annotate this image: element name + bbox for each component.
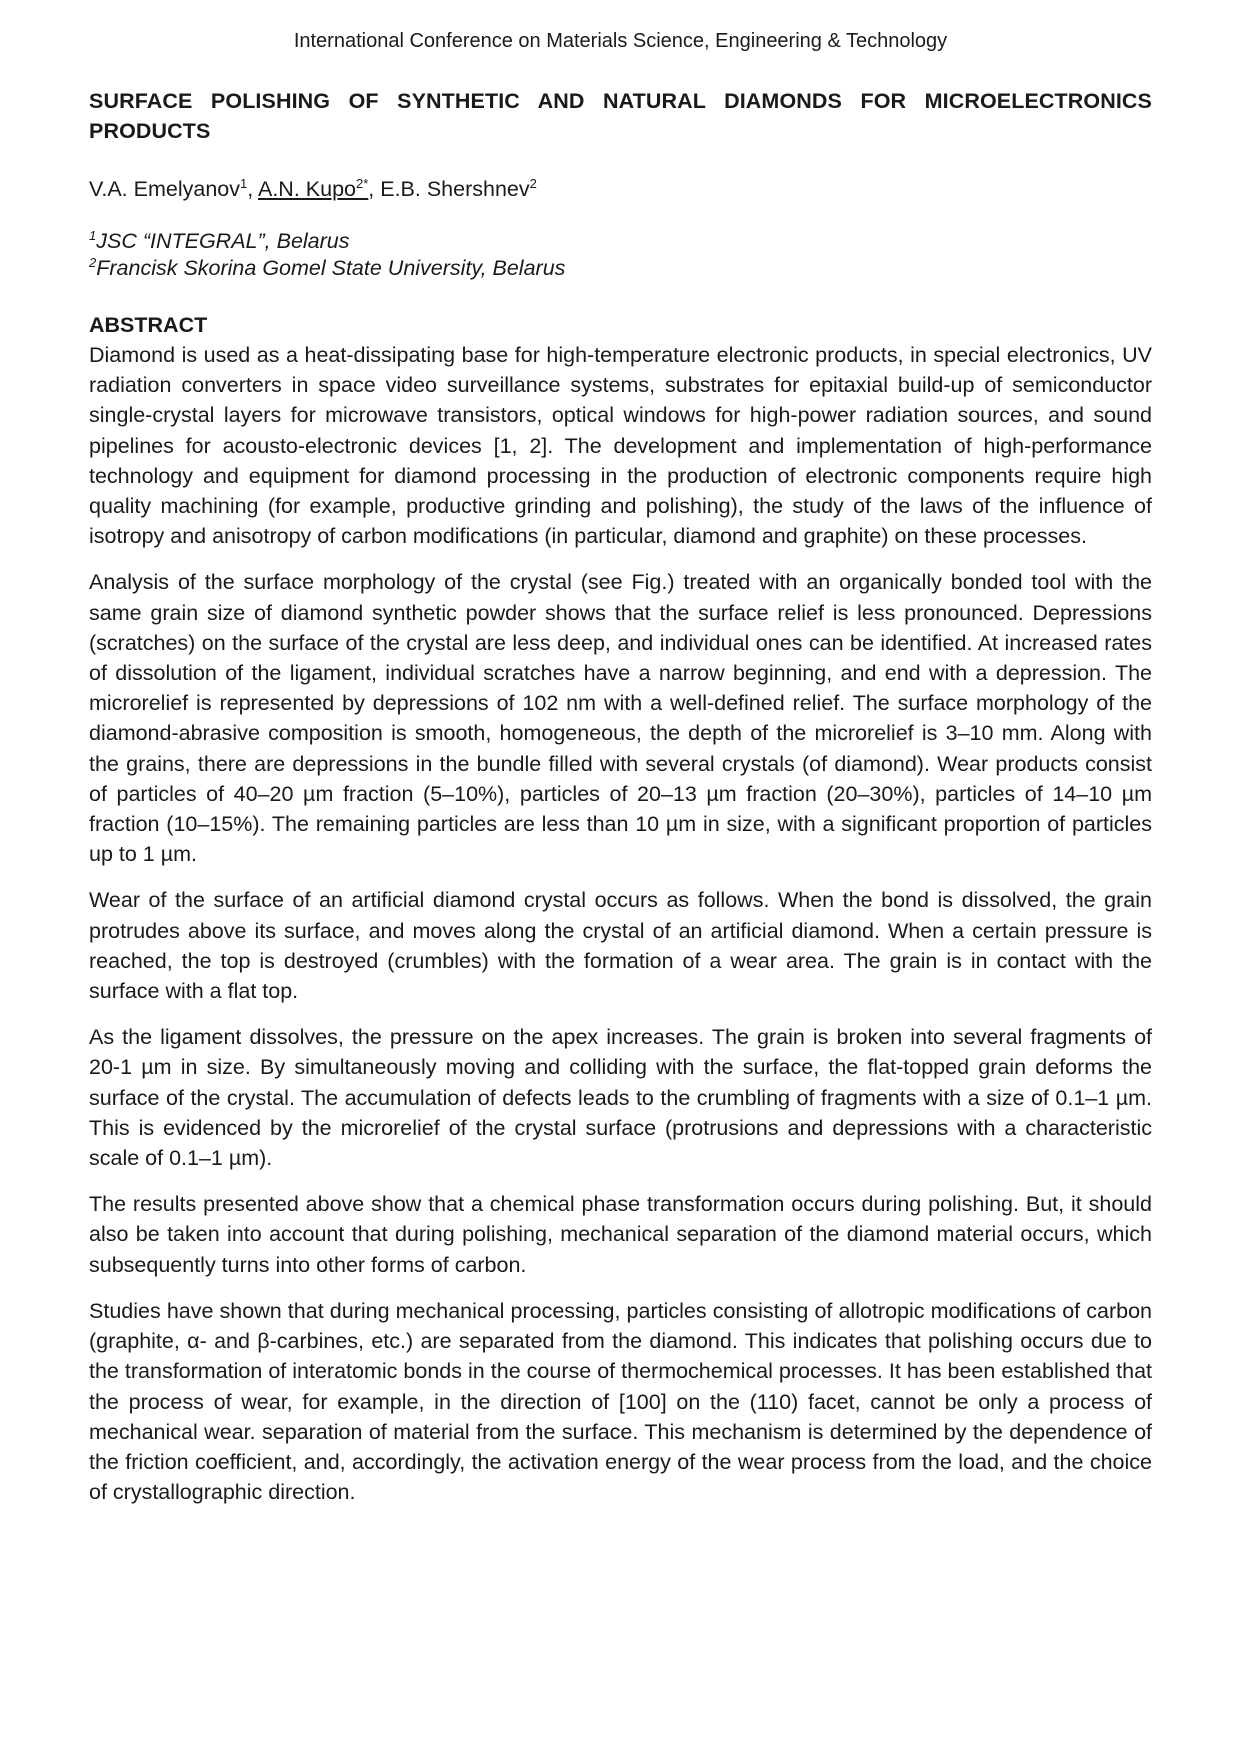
affiliation-text: Francisk Skorina Gomel State University, Belarus	[96, 256, 566, 280]
affiliation-superscript: 1	[89, 227, 97, 243]
abstract-heading: ABSTRACT	[89, 313, 208, 337]
body-paragraph: Wear of the surface of an artificial diamond crystal occurs as follows. When the bond is dissolved, the grain protrudes above its surface, and moves along the crystal of an artificial diamond. When a certain pressure is reached, the top is destroyed (crumbles) with the formation of a wear area. The grain is in contact with the surface with a flat top.	[89, 888, 1152, 1004]
paper-title: SURFACE POLISHING OF SYNTHETIC AND NATURAL DIAMONDS FOR MICROELECTRONICS PRODUCTS	[89, 89, 1152, 143]
affiliation-text: JSC “INTEGRAL”, Belarus	[96, 229, 350, 253]
author-name: V.A. Emelyanov	[89, 177, 240, 201]
author-separator: ,	[368, 177, 381, 201]
body-paragraph: Diamond is used as a heat-dissipating base for high-temperature electronic products, in special electronics, UV radiation converters in space video surveillance systems, substrates for epitaxial build-up of semiconductor single-crystal layers for microwave transistors, optical windows for high-power radiation sources, and sound pipelines for acousto-electronic devices [1, 2]. The development and implementation of high-performance technology and equipment for diamond processing in the production of electronic components require high quality machining (for example, productive grinding and polishing), the study of the laws of the influence of isotropy and anisotropy of carbon modifications (in particular, diamond and graphite) on these processes.	[89, 343, 1152, 549]
body-paragraph: The results presented above show that a chemical phase transformation occurs during polishing. But, it should also be taken into account that during polishing, mechanical separation of the diamond material occurs, which subsequently turns into other forms of carbon.	[89, 1192, 1152, 1277]
author-name: A.N. Kupo	[257, 177, 356, 201]
author-name: E.B. Shershnev	[380, 177, 530, 201]
affiliation-superscript: 2	[89, 254, 97, 270]
running-header: International Conference on Materials Science, Engineering & Technology	[293, 30, 948, 52]
author-separator: ,	[247, 177, 258, 201]
body-paragraph: Studies have shown that during mechanical processing, particles consisting of allotropic modifications of carbon (graphite, α- and β-carbines, etc.) are separated from the diamond. This indicates that polishing occurs due to the transformation of interatomic bonds in the course of thermochemical processes. It has been established that the process of wear, for example, in the direction of [100] on the (110) facet, cannot be only a process of mechanical wear. separation of material from the surface. This mechanism is determined by the dependence of the friction coefficient, and, accordingly, the activation energy of the wear process from the load, and the choice of crystallographic direction.	[89, 1298, 1152, 1505]
paper-content	[89, 86, 1152, 1507]
author-list	[89, 176, 1152, 202]
author-superscript: 2	[529, 175, 537, 191]
author-superscript: 2*	[355, 175, 369, 191]
author-superscript: 1	[239, 175, 248, 191]
body-paragraph: Analysis of the surface morphology of the crystal (see Fig.) treated with an organically bonded tool with the same grain size of diamond synthetic powder shows that the surface relief is less pronounced. Depressions (scratches) on the surface of the crystal are less deep, and individual ones can be identified. At increased rates of dissolution of the ligament, individual scratches have a narrow beginning, and end with a depression. The microrelief is represented by depressions of 102 nm with a well-defined relief. The surface morphology of the diamond-abrasive composition is smooth, homogeneous, the depth of the microrelief is 3–10 mm. Along with the grains, there are depressions in the bundle filled with several crystals (of diamond). Wear products consist of particles of 40–20 µm fraction (5–10%), particles of 20–13 µm fraction (20–30%), particles of 14–10 µm fraction (10–15%). The remaining particles are less than 10 µm in size, with a significant proportion of particles up to 1 µm.	[89, 570, 1152, 867]
affiliation-item	[89, 255, 1152, 282]
body-paragraph: As the ligament dissolves, the pressure on the apex increases. The grain is broken into several fragments of 20-1 µm in size. By simultaneously moving and colliding with the surface, the flat-topped grain deforms the surface of the crystal. The accumulation of defects leads to the crumbling of fragments with a size of 0.1–1 µm. This is evidenced by the microrelief of the crystal surface (protrusions and depressions with a characteristic scale of 0.1–1 µm).	[89, 1025, 1152, 1171]
author-name-corresponding	[258, 177, 368, 201]
affiliation-item	[89, 228, 1152, 255]
affiliation-list	[89, 228, 1152, 282]
